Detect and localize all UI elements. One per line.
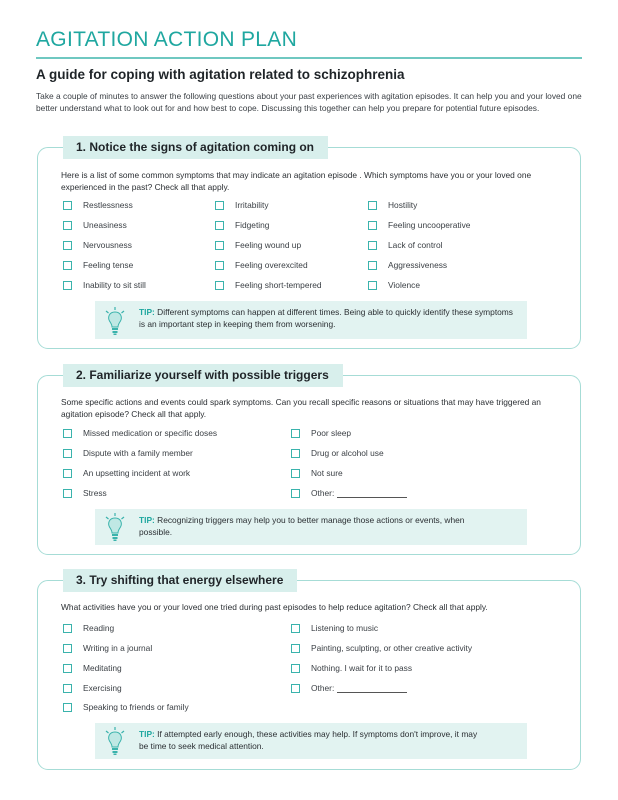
checkbox-label: Listening to music bbox=[311, 623, 379, 633]
tip-label: TIP: bbox=[139, 729, 155, 739]
checkbox[interactable] bbox=[291, 644, 300, 653]
checkbox-item[interactable] bbox=[291, 642, 472, 654]
checkbox-label: Fidgeting bbox=[235, 220, 270, 230]
other-blank-line[interactable] bbox=[337, 684, 407, 693]
checkbox-label: Nervousness bbox=[83, 240, 132, 250]
checkbox-label: Uneasiness bbox=[83, 220, 127, 230]
checkbox-item-other[interactable] bbox=[291, 487, 407, 499]
section-question: What activities have you or your loved one tried during past episodes to help reduce agitation? Check all that apply. bbox=[61, 602, 488, 612]
lightbulb-icon bbox=[104, 512, 126, 542]
checkbox-label: An upsetting incident at work bbox=[83, 468, 191, 478]
checkbox[interactable] bbox=[368, 281, 377, 290]
checkbox-label: Poor sleep bbox=[311, 428, 352, 438]
checkbox[interactable] bbox=[368, 201, 377, 210]
checkbox-label: Speaking to friends or family bbox=[83, 702, 189, 712]
checkbox-item[interactable] bbox=[368, 239, 442, 251]
checkbox-item[interactable] bbox=[63, 487, 107, 499]
section-triggers bbox=[37, 368, 581, 555]
checkbox[interactable] bbox=[291, 684, 300, 693]
checkbox-label: Feeling wound up bbox=[235, 240, 302, 250]
checkbox[interactable] bbox=[368, 241, 377, 250]
checkbox-label: Lack of control bbox=[388, 240, 443, 250]
checkbox-item[interactable] bbox=[63, 279, 146, 291]
checkbox-item[interactable] bbox=[215, 199, 269, 211]
checkbox-label: Irritability bbox=[235, 200, 269, 210]
section-heading: 2. Familiarize yourself with possible triggers bbox=[63, 364, 343, 387]
checkbox[interactable] bbox=[291, 449, 300, 458]
checkbox-label: Painting, sculpting, or other creative activity bbox=[311, 643, 473, 653]
lightbulb-icon bbox=[104, 726, 126, 756]
lightbulb-icon bbox=[104, 306, 126, 336]
section-question: Here is a list of some common symptoms that may indicate an agitation episode . Which symptoms have you or your loved one experienced in the past? Check all that apply. bbox=[61, 170, 532, 192]
checkbox-label: Feeling short-tempered bbox=[235, 280, 322, 290]
intro-paragraph: Take a couple of minutes to answer the following questions about your past experiences with agitation episodes. It can help you and your loved one better understand what to look out for and how best to cope. Discussing this together can help you prepare for potential future episodes. bbox=[36, 91, 582, 114]
checkbox-item[interactable] bbox=[291, 447, 384, 459]
checkbox[interactable] bbox=[215, 221, 224, 230]
checkbox[interactable] bbox=[63, 281, 72, 290]
checkbox-item[interactable] bbox=[368, 199, 417, 211]
checkbox-label: Drug or alcohol use bbox=[311, 448, 384, 458]
checkbox[interactable] bbox=[215, 201, 224, 210]
section-signs bbox=[37, 140, 581, 349]
checkbox-item[interactable] bbox=[63, 467, 190, 479]
checkbox-item[interactable] bbox=[215, 219, 269, 231]
checkbox-item[interactable] bbox=[368, 259, 447, 271]
checkbox[interactable] bbox=[215, 241, 224, 250]
checkbox[interactable] bbox=[291, 469, 300, 478]
checkbox-item[interactable] bbox=[215, 279, 322, 291]
tip-text: TIP: Different symptoms can happen at different times. Being able to quickly identify these symptoms is an important step in keeping them from worsening. bbox=[139, 307, 513, 329]
checkbox-item[interactable] bbox=[215, 259, 308, 271]
checkbox-item[interactable] bbox=[63, 701, 189, 713]
checkbox[interactable] bbox=[63, 644, 72, 653]
tip-label: TIP: bbox=[139, 515, 155, 525]
checkbox-label: Stress bbox=[83, 488, 107, 498]
checkbox-item[interactable] bbox=[291, 622, 378, 634]
checkbox-item[interactable] bbox=[368, 279, 420, 291]
title-divider bbox=[36, 57, 582, 59]
checkbox-label: Nothing. I wait for it to pass bbox=[311, 663, 413, 673]
checkbox-item[interactable] bbox=[291, 662, 412, 674]
checkbox-item[interactable] bbox=[291, 427, 351, 439]
checkbox-label: Restlessness bbox=[83, 200, 133, 210]
section-heading: 1. Notice the signs of agitation coming on bbox=[63, 136, 328, 159]
checkbox[interactable] bbox=[215, 281, 224, 290]
checkbox-label: Violence bbox=[388, 280, 420, 290]
checkbox-label: Inability to sit still bbox=[83, 280, 146, 290]
checkbox-label: Exercising bbox=[83, 683, 122, 693]
checkbox[interactable] bbox=[63, 489, 72, 498]
checkbox[interactable] bbox=[291, 664, 300, 673]
other-blank-line[interactable] bbox=[337, 489, 407, 498]
checkbox-item[interactable] bbox=[63, 199, 133, 211]
checkbox[interactable] bbox=[291, 429, 300, 438]
checkbox-label: Not sure bbox=[311, 468, 343, 478]
checkbox[interactable] bbox=[63, 664, 72, 673]
tip-label: TIP: bbox=[139, 307, 155, 317]
checkbox[interactable] bbox=[63, 684, 72, 693]
checkbox-label: Reading bbox=[83, 623, 115, 633]
checkbox[interactable] bbox=[63, 221, 72, 230]
checkbox[interactable] bbox=[63, 201, 72, 210]
tip-box bbox=[95, 723, 527, 759]
checkbox-item[interactable] bbox=[368, 219, 470, 231]
checkbox-label: Other: bbox=[311, 683, 335, 693]
checkbox-label: Missed medication or specific doses bbox=[83, 428, 218, 438]
tip-text: TIP: Recognizing triggers may help you to better manage those actions or events, when possible. bbox=[139, 515, 465, 537]
checkbox-item[interactable] bbox=[63, 259, 133, 271]
checkbox-label: Feeling uncooperative bbox=[388, 220, 471, 230]
checkbox-item[interactable] bbox=[63, 682, 122, 694]
checkbox-item[interactable] bbox=[291, 467, 343, 479]
tip-text: TIP: If attempted early enough, these activities may help. If symptoms don't improve, it may be time to seek medical attention. bbox=[139, 729, 478, 751]
checkbox[interactable] bbox=[63, 241, 72, 250]
checkbox-item[interactable] bbox=[63, 427, 217, 439]
checkbox[interactable] bbox=[291, 624, 300, 633]
checkbox[interactable] bbox=[215, 261, 224, 270]
page-title: AGITATION ACTION PLAN bbox=[36, 28, 298, 51]
checkbox-item[interactable] bbox=[63, 219, 127, 231]
tip-box bbox=[95, 301, 527, 339]
checkbox[interactable] bbox=[368, 261, 377, 270]
checkbox[interactable] bbox=[368, 221, 377, 230]
checkbox-label: Aggressiveness bbox=[388, 260, 448, 270]
checkbox-item[interactable] bbox=[63, 239, 132, 251]
checkbox-label: Meditating bbox=[83, 663, 122, 673]
tip-box bbox=[95, 509, 527, 545]
checkbox[interactable] bbox=[291, 489, 300, 498]
checkbox-item[interactable] bbox=[63, 622, 114, 634]
checkbox-item[interactable] bbox=[215, 239, 301, 251]
section-activities bbox=[37, 573, 581, 770]
section-question: Some specific actions and events could spark symptoms. Can you recall specific reasons or situations that may have triggered an agitation episode? Check all that apply. bbox=[61, 397, 541, 419]
checkbox-label: Feeling tense bbox=[83, 260, 134, 270]
checkbox-label: Dispute with a family member bbox=[83, 448, 193, 458]
checkbox-label: Hostility bbox=[388, 200, 418, 210]
checkbox-item[interactable] bbox=[63, 642, 152, 654]
checkbox-item[interactable] bbox=[63, 662, 122, 674]
page-subtitle: A guide for coping with agitation related to schizophrenia bbox=[36, 67, 405, 82]
checkbox-label: Other: bbox=[311, 488, 335, 498]
section-heading: 3. Try shifting that energy elsewhere bbox=[63, 569, 297, 592]
checkbox[interactable] bbox=[63, 624, 72, 633]
checkbox-item-other[interactable] bbox=[291, 682, 407, 694]
checkbox-label: Feeling overexcited bbox=[235, 260, 308, 270]
checkbox[interactable] bbox=[63, 449, 72, 458]
checkbox-item[interactable] bbox=[63, 447, 193, 459]
checkbox[interactable] bbox=[63, 469, 72, 478]
checkbox[interactable] bbox=[63, 261, 72, 270]
checkbox-label: Writing in a journal bbox=[83, 643, 153, 653]
checkbox[interactable] bbox=[63, 703, 72, 712]
checkbox[interactable] bbox=[63, 429, 72, 438]
